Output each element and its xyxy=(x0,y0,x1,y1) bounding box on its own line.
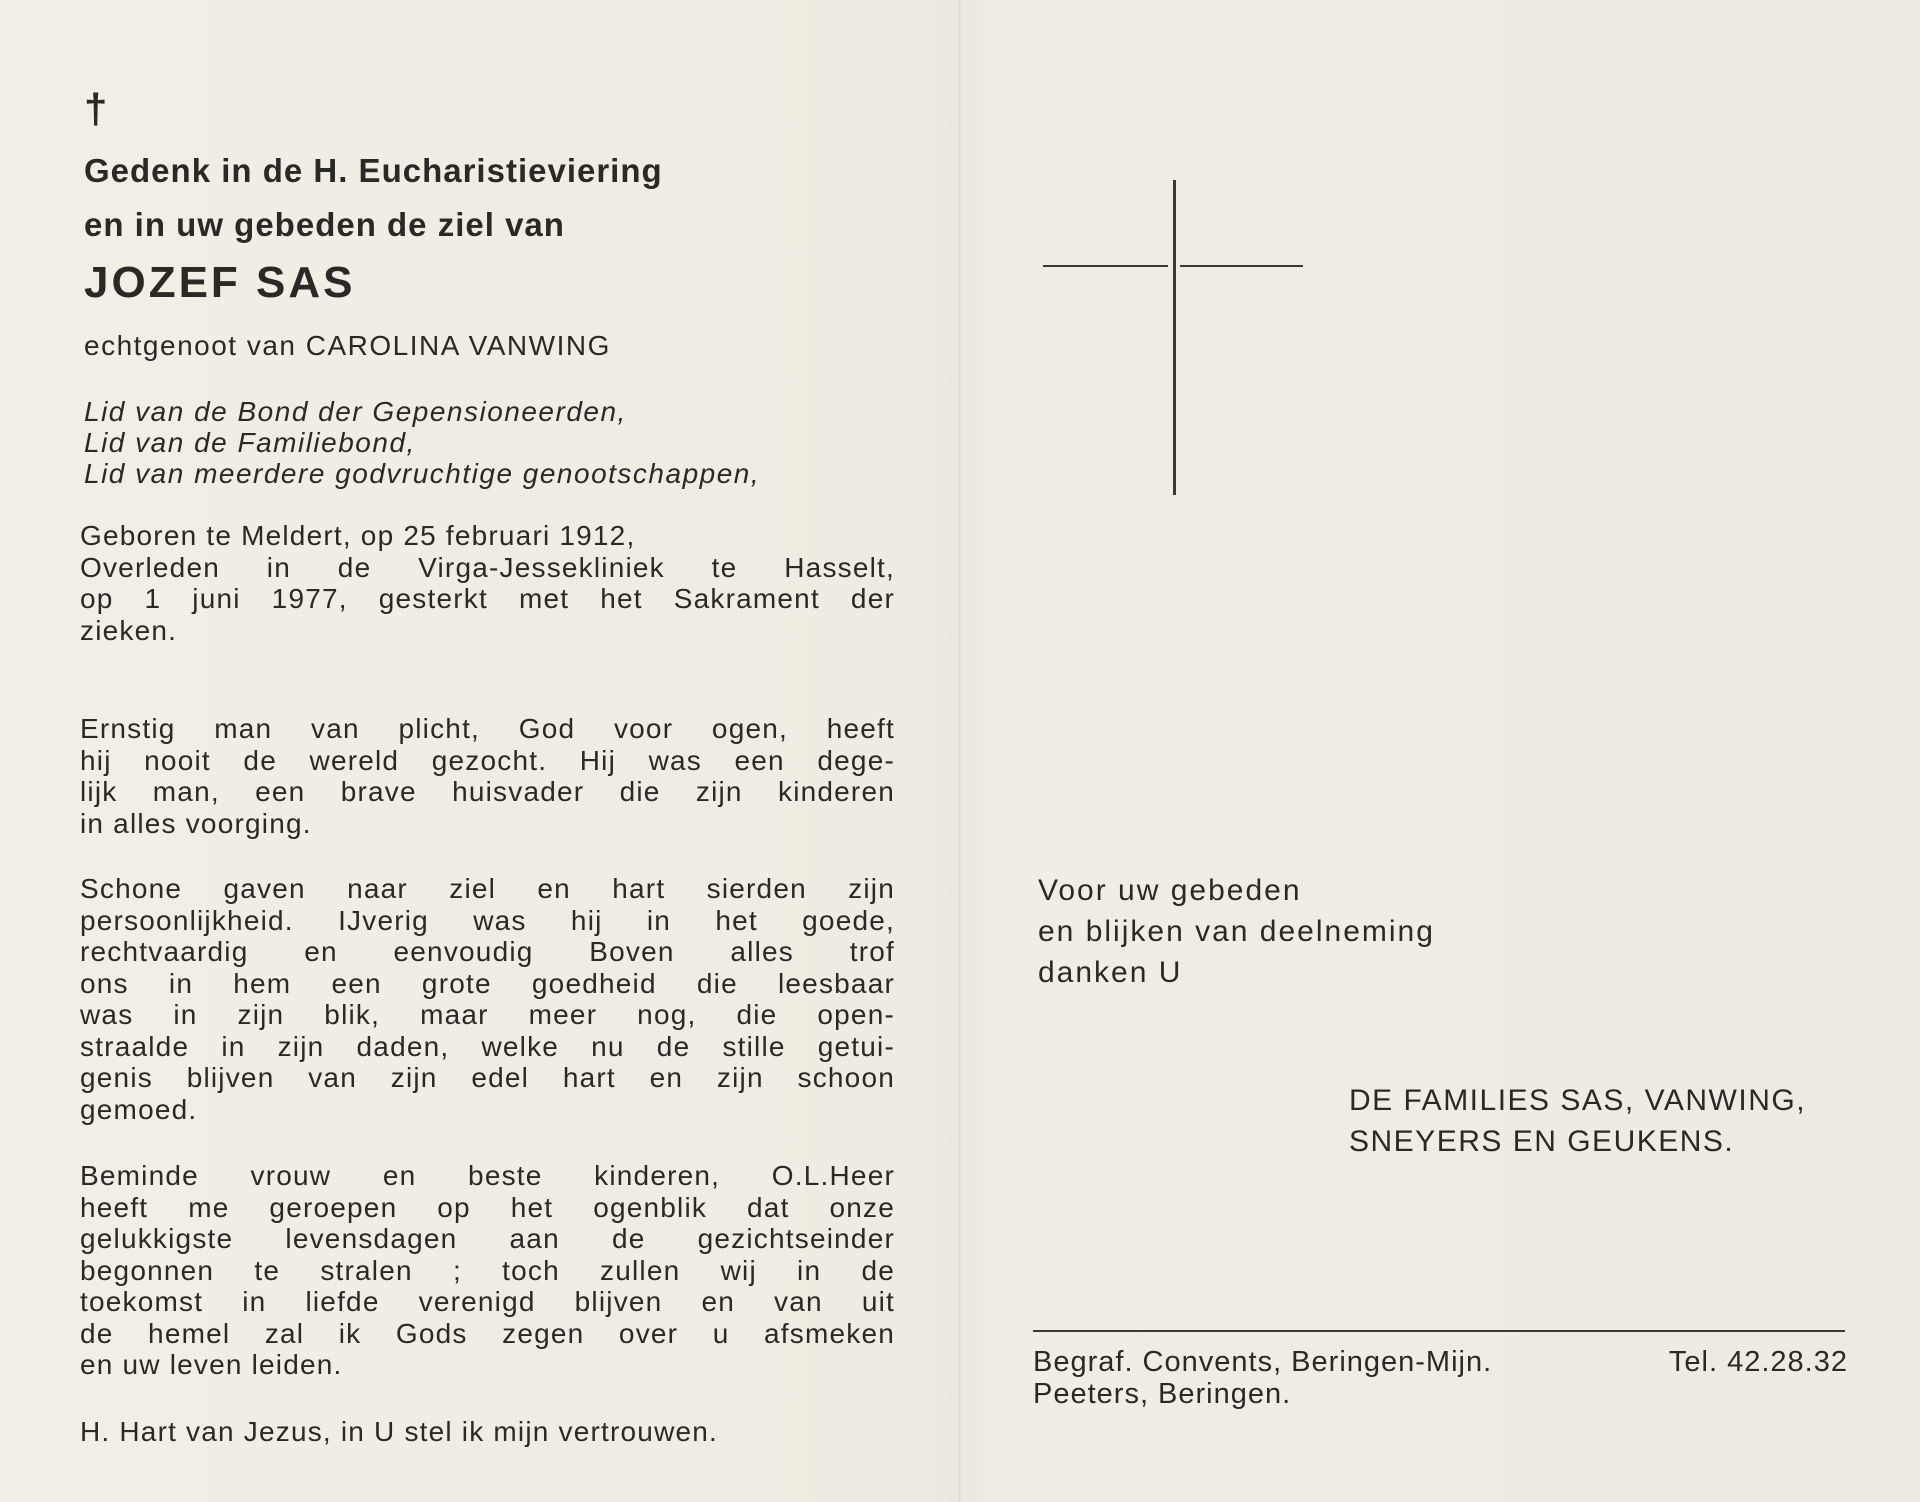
thanks-line: Voor uw gebeden xyxy=(1038,874,1302,907)
families-block xyxy=(1349,1080,1806,1162)
thanks-block xyxy=(1038,870,1435,993)
paragraph-3 xyxy=(80,1160,895,1381)
large-cross-icon xyxy=(1173,180,1176,495)
heading-line-2: en in uw gebeden de ziel van xyxy=(84,206,565,243)
spouse-line: echtgenoot van CAROLINA VANWING xyxy=(84,330,611,361)
small-cross-icon: † xyxy=(84,85,108,132)
paragraph-1 xyxy=(80,713,895,839)
text-line: zieken. xyxy=(80,614,178,646)
text-line: hij nooit de wereld gezocht. Hij was een dege- xyxy=(80,744,895,776)
text-line: gemoed. xyxy=(80,1093,198,1125)
text-line: was in zijn blik, maar meer nog, die open- xyxy=(80,999,895,1030)
closing-prayer xyxy=(80,1416,895,1448)
families-line: DE FAMILIES SAS, VANWING, xyxy=(1349,1084,1807,1117)
printer-phone: Tel. 42.28.32 xyxy=(1668,1346,1848,1378)
text-line: Ernstig man van plicht, God voor ogen, heeft xyxy=(80,713,895,744)
text-line: gelukkigste levensdagen aan de gezichtseinder xyxy=(80,1223,895,1254)
printer-info xyxy=(1033,1346,1848,1410)
membership-item: Lid van de Bond der Gepensioneerden, xyxy=(84,396,627,427)
text-line: genis blijven van zijn edel hart en zijn schoon xyxy=(80,1062,895,1093)
membership-item: Lid van meerdere godvruchtige genootschappen, xyxy=(84,458,761,489)
text-line: straalde in zijn daden, welke nu de stille getui- xyxy=(80,1030,895,1062)
text-line: Beminde vrouw en beste kinderen, O.L.Heer xyxy=(80,1160,895,1191)
memberships xyxy=(84,396,760,489)
fold-line xyxy=(958,0,961,1502)
text-line: en uw leven leiden. xyxy=(80,1349,343,1380)
divider xyxy=(1033,1330,1845,1332)
text-line: lijk man, een brave huisvader die zijn kinderen xyxy=(80,776,895,807)
text-line: op 1 juni 1977, gesterkt met het Sakrament der xyxy=(80,583,895,614)
text-line: Schone gaven naar ziel en hart sierden zijn xyxy=(80,873,895,904)
heading-line-1: Gedenk in de H. Eucharistieviering xyxy=(84,152,663,189)
text-line: rechtvaardig en eenvoudig Boven alles trof xyxy=(80,936,895,967)
text-line: Geboren te Meldert, op 25 februari 1912, xyxy=(80,520,636,551)
printer-name-2: Peeters, Beringen. xyxy=(1033,1378,1292,1410)
text-line: ons in hem een grote goedheid die leesbaar xyxy=(80,967,895,999)
membership-item: Lid van de Familiebond, xyxy=(84,427,416,458)
thanks-line: en blijken van deelneming xyxy=(1038,915,1435,948)
paragraph-2 xyxy=(80,873,895,1125)
families-line: SNEYERS EN GEUKENS. xyxy=(1349,1125,1735,1158)
text-line: Overleden in de Virga-Jessekliniek te Hasselt, xyxy=(80,551,895,583)
large-cross-arm-right xyxy=(1180,265,1303,267)
text-line: de hemel zal ik Gods zegen over u afsmeken xyxy=(80,1317,895,1349)
text-line: in alles voorging. xyxy=(80,807,312,839)
text-line: toekomst in liefde verenigd blijven en van uit xyxy=(80,1286,895,1317)
text-line: heeft me geroepen op het ogenblik dat onze xyxy=(80,1191,895,1223)
text-line: persoonlijkheid. IJverig was hij in het goede, xyxy=(80,904,895,936)
deceased-name: JOZEF SAS xyxy=(84,258,356,307)
thanks-line: danken U xyxy=(1038,956,1183,989)
printer-name: Begraf. Convents, Beringen-Mijn. xyxy=(1033,1346,1493,1378)
life-details xyxy=(80,520,895,646)
large-cross-arm-left xyxy=(1043,265,1168,267)
text-line: H. Hart van Jezus, in U stel ik mijn vertrouwen. xyxy=(80,1416,719,1447)
text-line: begonnen te stralen ; toch zullen wij in de xyxy=(80,1254,895,1286)
